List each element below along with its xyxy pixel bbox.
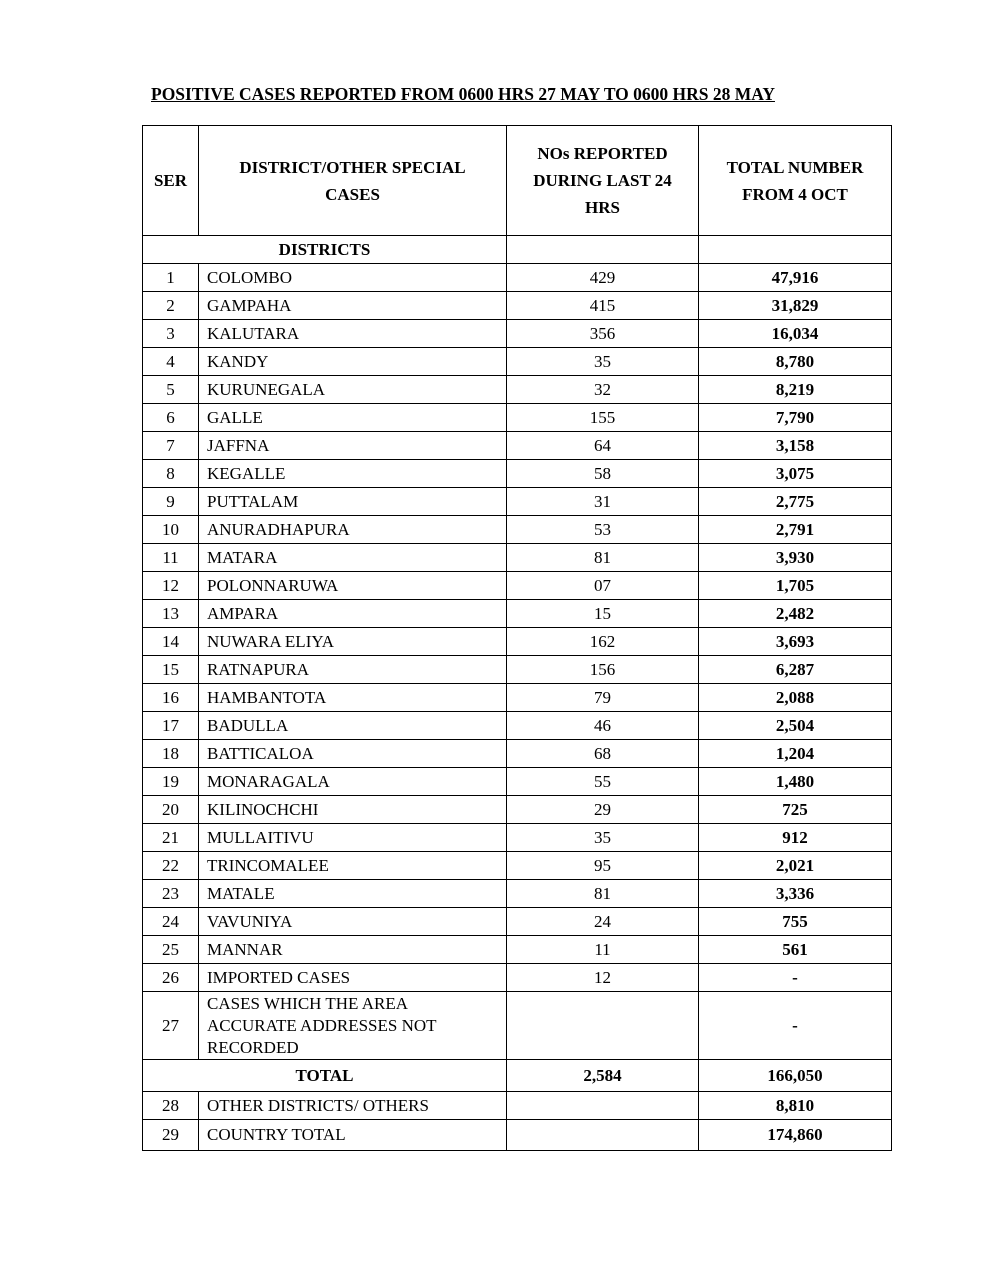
ser-cell: 29: [143, 1120, 199, 1151]
district-cell: MATARA: [199, 544, 507, 572]
reported-cell: 68: [507, 740, 699, 768]
reported-cell: 15: [507, 600, 699, 628]
reported-cell: 24: [507, 908, 699, 936]
district-cell: RATNAPURA: [199, 656, 507, 684]
reported-cell: 29: [507, 796, 699, 824]
district-cell: NUWARA ELIYA: [199, 628, 507, 656]
ser-cell: 26: [143, 964, 199, 992]
ser-cell: 25: [143, 936, 199, 964]
ser-cell: 20: [143, 796, 199, 824]
reported-cell: 11: [507, 936, 699, 964]
total-cell: 6,287: [699, 656, 892, 684]
total-cell: 8,219: [699, 376, 892, 404]
district-cell: POLONNARUWA: [199, 572, 507, 600]
reported-cell: 31: [507, 488, 699, 516]
table-row: [143, 404, 892, 432]
ser-cell: 1: [143, 264, 199, 292]
total-cell: 3,075: [699, 460, 892, 488]
table-row: [143, 964, 892, 992]
row-29: [143, 1120, 892, 1151]
table-row: [143, 488, 892, 516]
ser-cell: 6: [143, 404, 199, 432]
ser-cell: 13: [143, 600, 199, 628]
table-row: [143, 712, 892, 740]
table-row: [143, 740, 892, 768]
district-cell: GAMPAHA: [199, 292, 507, 320]
reported-cell: 12: [507, 964, 699, 992]
reported-cell: 356: [507, 320, 699, 348]
total-cell: 2,088: [699, 684, 892, 712]
reported-cell: [507, 992, 699, 1060]
total-cell: 47,916: [699, 264, 892, 292]
ser-cell: 5: [143, 376, 199, 404]
ser-cell: 18: [143, 740, 199, 768]
reported-cell: 53: [507, 516, 699, 544]
reported-cell: 46: [507, 712, 699, 740]
ser-cell: 15: [143, 656, 199, 684]
total-cell: 3,336: [699, 880, 892, 908]
table-row: [143, 852, 892, 880]
section-row: [143, 236, 892, 264]
header-district: DISTRICT/OTHER SPECIAL CASES: [199, 126, 507, 236]
total-label: TOTAL: [143, 1060, 507, 1092]
total-cell: 8,780: [699, 348, 892, 376]
ser-cell: 24: [143, 908, 199, 936]
district-cell: BADULLA: [199, 712, 507, 740]
total-cell: 2,021: [699, 852, 892, 880]
table-row: [143, 348, 892, 376]
total-cell: 912: [699, 824, 892, 852]
section-empty-reported: [507, 236, 699, 264]
total-reported: 2,584: [507, 1060, 699, 1092]
reported-cell: 35: [507, 348, 699, 376]
table-row: [143, 936, 892, 964]
ser-cell: 21: [143, 824, 199, 852]
total-cell: 1,705: [699, 572, 892, 600]
ser-cell: 23: [143, 880, 199, 908]
district-cell: GALLE: [199, 404, 507, 432]
table-row: [143, 572, 892, 600]
reported-cell: [507, 1092, 699, 1120]
district-cell: HAMBANTOTA: [199, 684, 507, 712]
table-row: [143, 600, 892, 628]
reported-cell: 162: [507, 628, 699, 656]
total-cell: 3,158: [699, 432, 892, 460]
reported-cell: 81: [507, 544, 699, 572]
reported-cell: 32: [507, 376, 699, 404]
total-row: [143, 1060, 892, 1092]
district-cell: CASES WHICH THE AREA ACCURATE ADDRESSES NOT RECORDED: [199, 992, 507, 1060]
page-title: POSITIVE CASES REPORTED FROM 0600 HRS 27 MAY TO 0600 HRS 28 MAY: [151, 84, 775, 104]
total-cell: -: [699, 964, 892, 992]
table-row: [143, 684, 892, 712]
reported-cell: 95: [507, 852, 699, 880]
header-total: TOTAL NUMBER FROM 4 OCT: [699, 126, 892, 236]
total-cell: 2,791: [699, 516, 892, 544]
district-cell: COLOMBO: [199, 264, 507, 292]
reported-cell: [507, 1120, 699, 1151]
table-row: [143, 376, 892, 404]
reported-cell: 156: [507, 656, 699, 684]
total-cell: 725: [699, 796, 892, 824]
section-label: DISTRICTS: [143, 236, 507, 264]
district-cell: PUTTALAM: [199, 488, 507, 516]
district-cell: IMPORTED CASES: [199, 964, 507, 992]
table-row: [143, 908, 892, 936]
section-empty-total: [699, 236, 892, 264]
district-cell: TRINCOMALEE: [199, 852, 507, 880]
reported-cell: 58: [507, 460, 699, 488]
header-reported: NOs REPORTED DURING LAST 24 HRS: [507, 126, 699, 236]
table-row: [143, 824, 892, 852]
district-cell: ANURADHAPURA: [199, 516, 507, 544]
table-row: [143, 544, 892, 572]
ser-cell: 2: [143, 292, 199, 320]
ser-cell: 8: [143, 460, 199, 488]
district-cell: BATTICALOA: [199, 740, 507, 768]
reported-cell: 429: [507, 264, 699, 292]
ser-cell: 11: [143, 544, 199, 572]
district-cell: KURUNEGALA: [199, 376, 507, 404]
header-row: [143, 126, 892, 236]
total-cell: 1,480: [699, 768, 892, 796]
reported-cell: 35: [507, 824, 699, 852]
total-cell: 1,204: [699, 740, 892, 768]
total-cell: 561: [699, 936, 892, 964]
table-row: [143, 628, 892, 656]
reported-cell: 81: [507, 880, 699, 908]
district-cell: KILINOCHCHI: [199, 796, 507, 824]
district-cell: MULLAITIVU: [199, 824, 507, 852]
reported-cell: 415: [507, 292, 699, 320]
total-cell: 3,930: [699, 544, 892, 572]
table-row: [143, 656, 892, 684]
district-cell: KANDY: [199, 348, 507, 376]
total-cell: 16,034: [699, 320, 892, 348]
total-cell: 2,504: [699, 712, 892, 740]
ser-cell: 27: [143, 992, 199, 1060]
table-row: [143, 796, 892, 824]
total-cell: 7,790: [699, 404, 892, 432]
reported-cell: 64: [507, 432, 699, 460]
total-cell: 2,775: [699, 488, 892, 516]
total-total: 166,050: [699, 1060, 892, 1092]
total-cell: 755: [699, 908, 892, 936]
header-ser: SER: [143, 126, 199, 236]
district-cell: KALUTARA: [199, 320, 507, 348]
ser-cell: 4: [143, 348, 199, 376]
reported-cell: 155: [507, 404, 699, 432]
table-row: [143, 320, 892, 348]
district-cell: OTHER DISTRICTS/ OTHERS: [199, 1092, 507, 1120]
ser-cell: 22: [143, 852, 199, 880]
table-row: [143, 880, 892, 908]
ser-cell: 10: [143, 516, 199, 544]
total-cell: -: [699, 992, 892, 1060]
ser-cell: 3: [143, 320, 199, 348]
table-row: [143, 460, 892, 488]
cases-table: [142, 125, 892, 1151]
table-row: [143, 264, 892, 292]
district-cell: COUNTRY TOTAL: [199, 1120, 507, 1151]
total-cell: 174,860: [699, 1120, 892, 1151]
ser-cell: 12: [143, 572, 199, 600]
reported-cell: 79: [507, 684, 699, 712]
table-row: [143, 768, 892, 796]
row-28: [143, 1092, 892, 1120]
table-row: [143, 516, 892, 544]
total-cell: 31,829: [699, 292, 892, 320]
total-cell: 2,482: [699, 600, 892, 628]
total-cell: 8,810: [699, 1092, 892, 1120]
district-cell: KEGALLE: [199, 460, 507, 488]
reported-cell: 55: [507, 768, 699, 796]
ser-cell: 7: [143, 432, 199, 460]
district-cell: JAFFNA: [199, 432, 507, 460]
district-cell: MONARAGALA: [199, 768, 507, 796]
ser-cell: 17: [143, 712, 199, 740]
reported-cell: 07: [507, 572, 699, 600]
district-cell: MANNAR: [199, 936, 507, 964]
table-row: [143, 432, 892, 460]
district-cell: AMPARA: [199, 600, 507, 628]
ser-cell: 9: [143, 488, 199, 516]
ser-cell: 28: [143, 1092, 199, 1120]
district-cell: VAVUNIYA: [199, 908, 507, 936]
table-row: [143, 292, 892, 320]
row-27: [143, 992, 892, 1060]
ser-cell: 16: [143, 684, 199, 712]
total-cell: 3,693: [699, 628, 892, 656]
ser-cell: 14: [143, 628, 199, 656]
district-cell: MATALE: [199, 880, 507, 908]
ser-cell: 19: [143, 768, 199, 796]
